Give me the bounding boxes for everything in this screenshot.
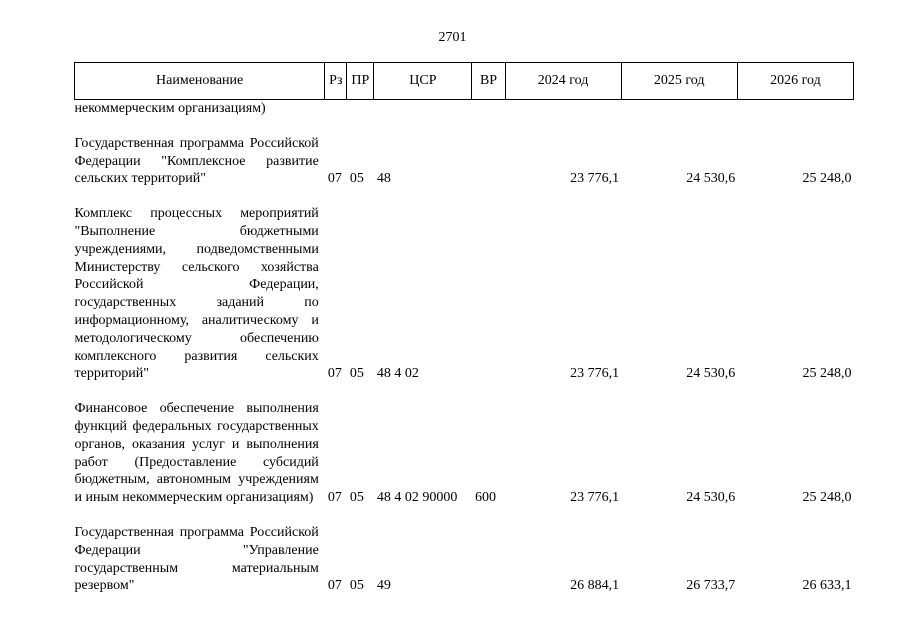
budget-table: [74, 62, 854, 595]
table-body: [75, 100, 854, 596]
header-2024: 2024 год: [505, 63, 621, 100]
table-row: [75, 507, 854, 595]
row-2024: 26 884,1: [570, 578, 620, 594]
row-2025: 24 530,6: [686, 171, 736, 187]
header-2026: 2026 год: [737, 63, 853, 100]
row-2025: 26 733,7: [686, 578, 736, 594]
header-csr: ЦСР: [374, 63, 472, 100]
row-rz: 07: [327, 578, 342, 594]
row-2024: 23 776,1: [570, 490, 620, 506]
row-2025: 24 530,6: [686, 366, 736, 382]
row-vr: [472, 100, 505, 118]
table-row: [75, 100, 854, 118]
page-number: 2701: [438, 30, 467, 45]
header-name: Наименование: [75, 63, 325, 100]
row-rz: [325, 100, 347, 118]
row-name: Финансовое обеспечение выполнения функций федеральных государственных органов, оказания услуг и выполнения работ (Предоставление субсидий бюджетным, автономным учреждениям и иным некоммерческим организациям): [74, 401, 319, 506]
header-rz: Рз: [325, 63, 347, 100]
row-pr: [347, 100, 374, 118]
row-2024: 23 776,1: [570, 171, 620, 187]
row-rz: 07: [327, 171, 342, 187]
row-2025: [621, 100, 737, 118]
header-2025: 2025 год: [621, 63, 737, 100]
row-2026: 25 248,0: [802, 171, 852, 187]
row-2024: [505, 100, 621, 118]
table-row: [75, 383, 854, 507]
row-csr: 48 4 02 90000: [376, 490, 458, 506]
row-2026: 25 248,0: [802, 366, 852, 382]
table-row: [75, 188, 854, 383]
row-pr: 05: [349, 490, 364, 506]
row-csr: 49: [376, 578, 391, 594]
row-name: некоммерческим организациям): [74, 101, 266, 116]
table-row: [75, 118, 854, 188]
row-csr: 48: [376, 171, 391, 187]
row-2025: 24 530,6: [686, 490, 736, 506]
row-name: Государственная программа Российской Федерации "Комплексное развитие сельских территорий": [74, 135, 319, 187]
row-rz: 07: [327, 366, 342, 382]
row-vr: [472, 188, 505, 383]
row-rz: 07: [327, 490, 342, 506]
row-csr: [374, 100, 472, 118]
row-pr: 05: [349, 578, 364, 594]
row-name: Комплекс процессных мероприятий "Выполнение бюджетными учреждениями, подведомственными Министерству сельского хозяйства Российской Федерации, государственных заданий по информационному, аналитическому и методологическому обеспечению комплексного развития сельских территорий": [74, 206, 319, 382]
row-2026: [737, 100, 853, 118]
row-2026: 25 248,0: [802, 490, 852, 506]
row-2024: 23 776,1: [570, 366, 620, 382]
row-name: Государственная программа Российской Федерации "Управление государственным материальным резервом": [74, 524, 319, 594]
header-vr: ВР: [472, 63, 505, 100]
row-vr: [472, 507, 505, 595]
row-pr: 05: [349, 171, 364, 187]
table-header: [75, 63, 854, 100]
row-csr: 48 4 02: [376, 366, 419, 382]
row-vr: [472, 118, 505, 188]
row-pr: 05: [349, 366, 364, 382]
header-pr: ПР: [347, 63, 374, 100]
row-vr: 600: [474, 490, 496, 506]
row-2026: 26 633,1: [802, 578, 852, 594]
